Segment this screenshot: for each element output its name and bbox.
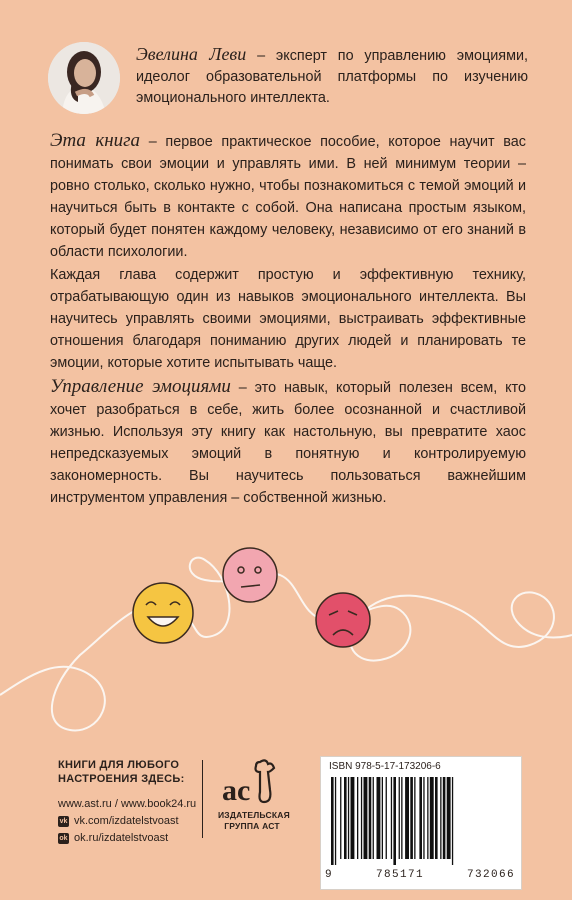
barcode-digit-group-2: 785171 <box>375 869 424 881</box>
footer-divider <box>202 760 203 838</box>
sad-smiley-icon <box>316 593 370 647</box>
ok-icon: ok <box>59 835 68 842</box>
paragraph-3-lead: Управление эмоциями <box>50 376 231 397</box>
ok-link-text[interactable]: ok.ru/izdatelstvoast <box>74 832 169 844</box>
ast-logo-icon <box>218 758 286 808</box>
neutral-smiley-icon <box>223 548 277 602</box>
paragraph-2-text: Каждая глава содержит простую и эффективную технику, отрабатывающую один из навыков эмоционального интеллекта. Вы научитесь управлять своими эмоциями, выстраивать эффективные отношения благодаря пониманию других людей и планировать те эмоции, которые хотите испытывать чаще. <box>50 267 526 371</box>
barcode-digit-group-3: 732066 <box>466 869 515 881</box>
isbn-number: ISBN 978-5-17-173206-6 <box>329 761 441 772</box>
link-ok[interactable] <box>58 830 196 847</box>
books-title-line-2: НАСТРОЕНИЯ ЗДЕСЬ: <box>58 773 185 785</box>
logo-caption <box>218 810 290 832</box>
logo-caption-line-1: ИЗДАТЕЛЬСКАЯ <box>218 810 290 820</box>
author-block <box>48 42 528 122</box>
happy-smiley-icon <box>133 583 193 643</box>
website-link-text[interactable]: www.ast.ru / www.book24.ru <box>58 798 197 810</box>
logo-caption-line-2: ГРУППА АСТ <box>224 821 280 831</box>
paragraph-3-text: – это навык, который полезен всем, кто хочет разобраться в себе, жить более осознанной и счастливой жизнью. Используя эту книгу как настольную, вы превратите хаос непредсказуемых эмоций в понятную и контролируемую закономерность. Вы научитесь пользоваться важнейшим инструментом управления – собственной жизнью. <box>50 380 526 506</box>
author-name: Эвелина Леви <box>136 44 247 64</box>
barcode-digit-group-1: 9 <box>325 869 334 881</box>
author-bio-text: – эксперт по управлению эмоциями, идеолог образовательной платформы по изучению эмоционального интеллекта. <box>136 48 528 106</box>
link-website[interactable] <box>58 796 196 813</box>
paragraph-2 <box>50 264 526 374</box>
books-title <box>58 758 185 786</box>
smileys-illustration <box>0 535 572 750</box>
barcode-icon <box>327 777 517 865</box>
publisher-links <box>58 796 196 847</box>
publisher-logo <box>218 758 290 848</box>
vk-icon: vk <box>59 818 68 825</box>
books-title-line-1: КНИГИ ДЛЯ ЛЮБОГО <box>58 759 180 771</box>
svg-text:ac: ac <box>222 774 251 807</box>
author-photo <box>48 42 120 114</box>
paragraph-1-text: – первое практическое пособие, которое научит вас понимать свои эмоции и управлять ими. В ней минимум теории – ровно столько, сколько нужно, чтобы познакомиться с темой эмоций и научиться быть в контакте с собой. Она написана простым языком, который будет понятен каждому человеку, независимо от его знаний в области психологии. <box>50 134 526 260</box>
barcode-digits <box>325 869 515 881</box>
footer <box>0 758 572 888</box>
paragraph-3 <box>50 376 526 509</box>
vk-link-text[interactable]: vk.com/izdatelstvoast <box>74 815 179 827</box>
link-vk[interactable] <box>58 813 196 830</box>
paragraph-1 <box>50 130 526 263</box>
thread-line <box>0 558 572 731</box>
isbn-barcode <box>320 756 522 890</box>
author-bio <box>136 44 528 109</box>
paragraph-1-lead: Эта книга <box>50 130 141 151</box>
